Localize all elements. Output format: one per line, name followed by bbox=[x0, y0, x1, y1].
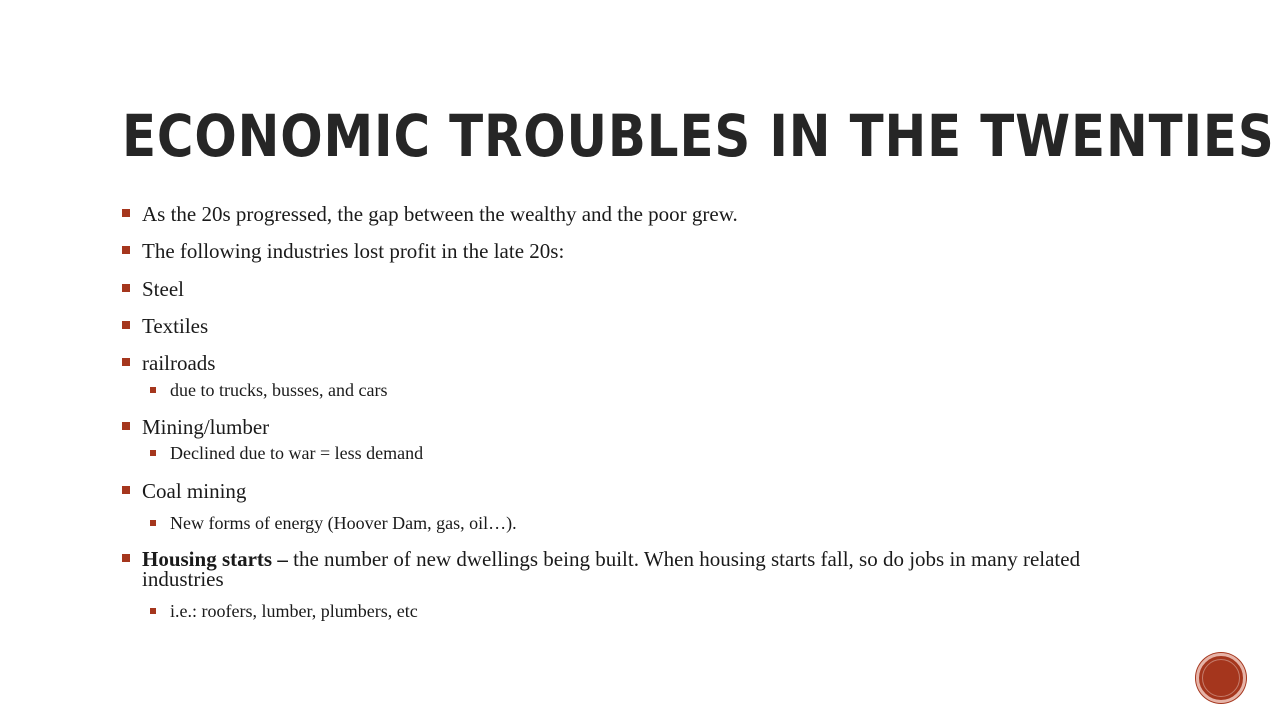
bullet-text: The following industries lost profit in the late 20s: bbox=[142, 239, 565, 263]
circle-nav-icon[interactable] bbox=[1196, 653, 1246, 703]
bullet-text: Coal mining bbox=[142, 479, 247, 503]
slide-title: ECONOMIC TROUBLES IN THE TWENTIES bbox=[122, 102, 1275, 170]
sub-bullet-text: New forms of energy (Hoover Dam, gas, oil…). bbox=[170, 513, 517, 533]
bullet-item bbox=[122, 316, 1162, 336]
bullet-item bbox=[122, 481, 1162, 501]
bullet-term: Housing starts – bbox=[142, 547, 288, 571]
bullet-text: Mining/lumber bbox=[142, 415, 270, 439]
square-bullet-icon bbox=[122, 422, 130, 430]
circle-nav-inner bbox=[1202, 659, 1240, 697]
bullet-item bbox=[122, 204, 1162, 224]
sub-bullet-item bbox=[150, 380, 1150, 400]
square-bullet-icon bbox=[122, 246, 130, 254]
bullet-item bbox=[122, 279, 1162, 299]
bullet-text: Steel bbox=[142, 277, 184, 301]
sub-bullet-item bbox=[150, 513, 1150, 533]
square-bullet-icon bbox=[150, 450, 156, 456]
bullet-text: Textiles bbox=[142, 314, 209, 338]
square-bullet-icon bbox=[150, 608, 156, 614]
sub-bullet-item bbox=[150, 443, 1150, 463]
square-bullet-icon bbox=[150, 387, 156, 393]
sub-bullet-item bbox=[150, 601, 1150, 621]
sub-bullet-text: Declined due to war = less demand bbox=[170, 443, 424, 463]
sub-bullet-text: i.e.: roofers, lumber, plumbers, etc bbox=[170, 601, 418, 621]
square-bullet-icon bbox=[122, 209, 130, 217]
bullet-definition: the number of new dwellings being built. When housing starts fall, so do jobs in many related industries bbox=[142, 547, 1081, 591]
square-bullet-icon bbox=[122, 486, 130, 494]
square-bullet-icon bbox=[122, 554, 130, 562]
bullet-item bbox=[122, 549, 1162, 589]
bullet-text: As the 20s progressed, the gap between the wealthy and the poor grew. bbox=[142, 202, 738, 226]
sub-bullet-text: due to trucks, busses, and cars bbox=[170, 380, 388, 400]
square-bullet-icon bbox=[122, 358, 130, 366]
square-bullet-icon bbox=[122, 284, 130, 292]
bullet-item bbox=[122, 241, 1162, 261]
square-bullet-icon bbox=[122, 321, 130, 329]
bullet-text bbox=[142, 549, 1162, 589]
square-bullet-icon bbox=[150, 520, 156, 526]
bullet-item bbox=[122, 353, 1162, 373]
bullet-item bbox=[122, 417, 1162, 437]
bullet-text: railroads bbox=[142, 351, 216, 375]
